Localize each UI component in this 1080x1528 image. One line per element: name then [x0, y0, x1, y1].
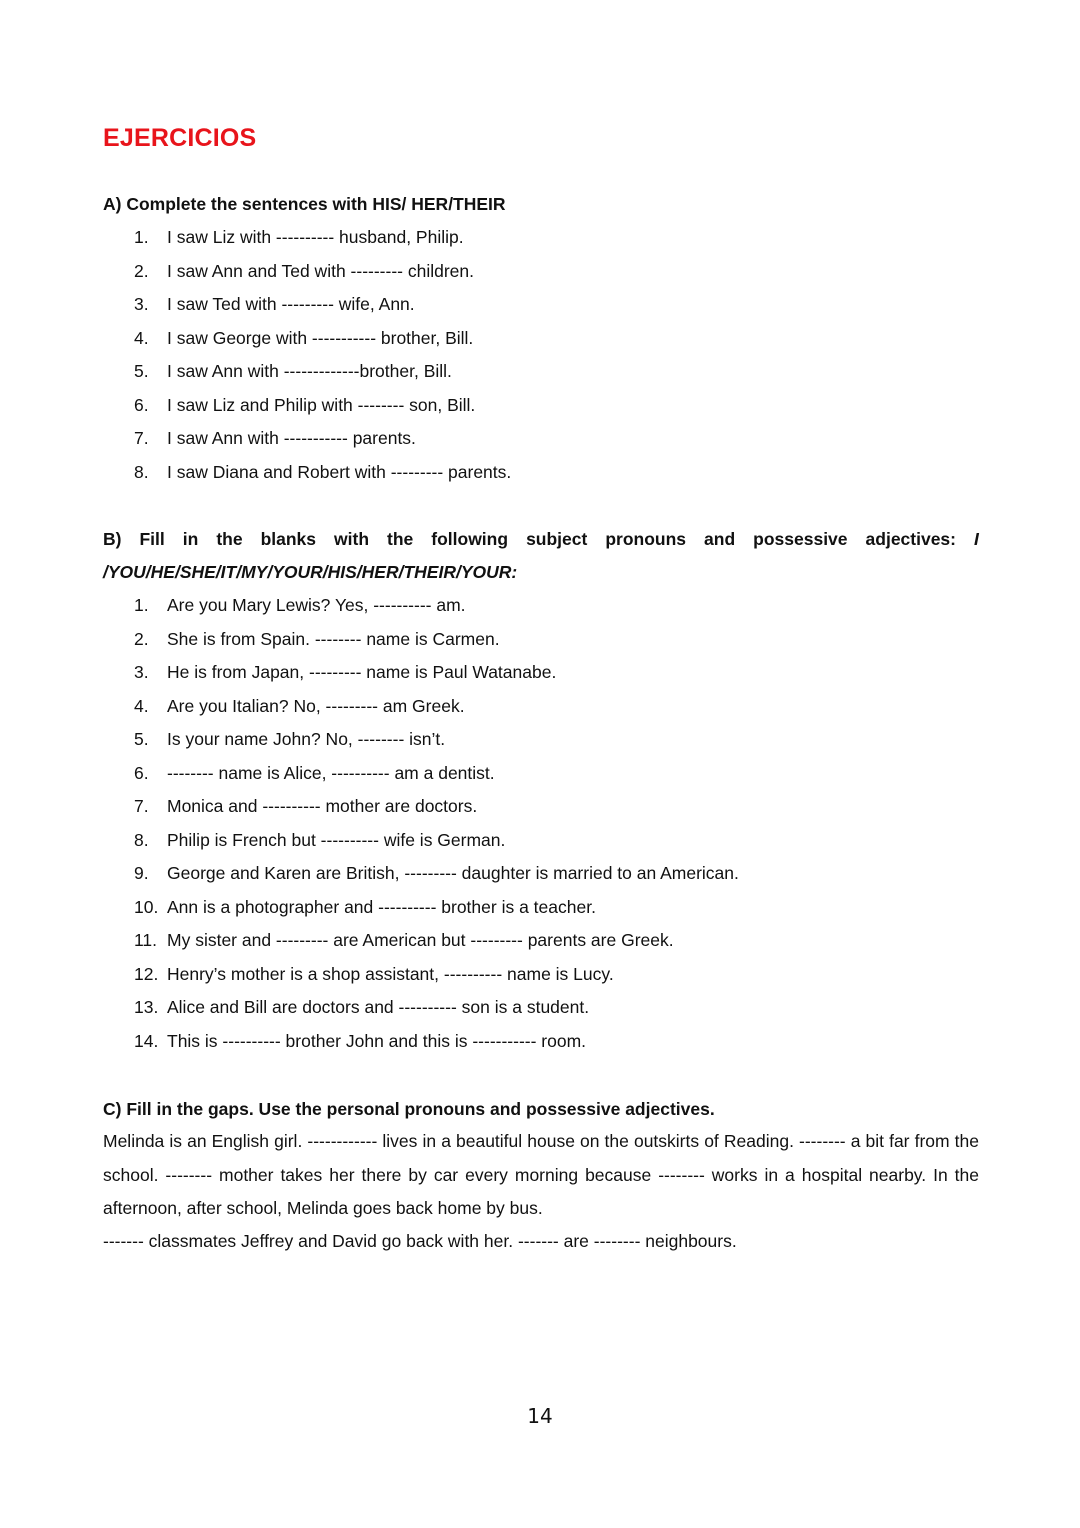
list-item-number: 6.	[134, 394, 149, 415]
heading-word: with	[334, 529, 370, 549]
list-item-number: 2.	[134, 628, 149, 649]
list-item-number: 2.	[134, 260, 149, 281]
section-b-heading-line2: /YOU/HE/SHE/IT/MY/YOUR/HIS/HER/THEIR/YOUR:	[103, 562, 518, 582]
list-item-text: I saw Liz and Philip with -------- son, Bill.	[167, 394, 476, 415]
page-title: EJERCICIOS	[103, 124, 257, 152]
list-item-number: 14.	[134, 1030, 159, 1051]
list-item-number: 5.	[134, 361, 149, 381]
list-item-number: 11.	[134, 930, 158, 950]
heading-word: possessive	[753, 529, 848, 549]
heading-word: subject	[526, 529, 588, 549]
list-item-number: 3.	[134, 294, 149, 314]
heading-word: blanks	[260, 529, 317, 549]
section-b-heading-line1	[103, 523, 979, 556]
list-item-number: 1.	[134, 595, 149, 615]
section-c-paragraph-2: ------- classmates Jeffrey and David go back with her. ------- are -------- neighbours.	[103, 1231, 737, 1251]
list-item-text: Philip is French but ---------- wife is German.	[167, 829, 506, 850]
list-item-number: 3.	[134, 662, 149, 682]
list-item-text: My sister and --------- are American but --------- parents are Greek.	[167, 930, 674, 950]
list-item-text: He is from Japan, --------- name is Paul Watanabe.	[167, 662, 557, 682]
list-item-text: -------- name is Alice, ---------- am a dentist.	[167, 762, 495, 783]
list-item-text: I saw Ann with -------------brother, Bill.	[167, 361, 452, 381]
heading-word: in	[182, 529, 199, 549]
heading-word: following	[431, 529, 509, 549]
list-item-text: Is your name John? No, -------- isn’t.	[167, 729, 446, 749]
list-item-text: I saw Ann with ----------- parents.	[167, 428, 416, 448]
list-item-text: I saw Diana and Robert with --------- parents.	[167, 461, 512, 482]
list-item-text: She is from Spain. -------- name is Carmen.	[167, 628, 500, 649]
heading-word: the	[387, 529, 414, 549]
heading-word: and	[704, 529, 736, 549]
list-item-text: Are you Mary Lewis? Yes, ---------- am.	[167, 595, 466, 615]
list-item-number: 5.	[134, 729, 149, 749]
list-item-text: Alice and Bill are doctors and ---------- son is a student.	[167, 997, 590, 1017]
list-item-number: 8.	[134, 829, 149, 850]
list-item-text: Ann is a photographer and ---------- brother is a teacher.	[167, 896, 596, 917]
list-item-number: 8.	[134, 461, 149, 482]
heading-word: Fill	[139, 529, 165, 549]
section-b-heading	[103, 523, 979, 589]
list-item-number: 4.	[134, 327, 149, 348]
list-item-number: 7.	[134, 428, 149, 448]
list-item-number: 13.	[134, 997, 159, 1017]
list-item-number: 4.	[134, 695, 149, 716]
heading-word: adjectives:	[865, 529, 956, 549]
list-item-number: 12.	[134, 963, 159, 984]
section-a-heading: A) Complete the sentences with HIS/ HER/THEIR	[103, 194, 506, 214]
list-item-text: I saw Ted with --------- wife, Ann.	[167, 294, 415, 314]
heading-word: the	[216, 529, 243, 549]
list-item-number: 10.	[134, 896, 159, 917]
list-item-number: 1.	[134, 227, 149, 247]
heading-word: B)	[103, 529, 122, 549]
heading-word: I	[974, 529, 979, 549]
list-item-text: I saw Liz with ---------- husband, Philip.	[167, 227, 464, 247]
list-item-text: I saw George with ----------- brother, Bill.	[167, 327, 474, 348]
list-item-text: I saw Ann and Ted with --------- children.	[167, 260, 475, 281]
list-item-text: This is ---------- brother John and this is ----------- room.	[167, 1030, 587, 1051]
section-c-heading: C) Fill in the gaps. Use the personal pronouns and possessive adjectives.	[103, 1099, 715, 1119]
list-item-number: 6.	[134, 762, 149, 783]
section-c-paragraph: Melinda is an English girl. ------------ lives in a beautiful house on the outskirts of Reading. -------- a bit far from the school. -------- mother takes her there by car every morning because -------- works in a hospital nearby. In the afternoon, after school, Melinda goes back home by bus.	[103, 1131, 979, 1218]
list-item-text: Henry’s mother is a shop assistant, ---------- name is Lucy.	[167, 963, 614, 984]
page-number: 14	[527, 1404, 553, 1428]
list-item-number: 7.	[134, 796, 149, 816]
heading-word: pronouns	[605, 529, 687, 549]
list-item-number: 9.	[134, 863, 149, 883]
list-item-text: Monica and ---------- mother are doctors.	[167, 796, 478, 816]
list-item-text: Are you Italian? No, --------- am Greek.	[167, 695, 465, 716]
list-item-text: George and Karen are British, --------- daughter is married to an American.	[167, 863, 739, 883]
